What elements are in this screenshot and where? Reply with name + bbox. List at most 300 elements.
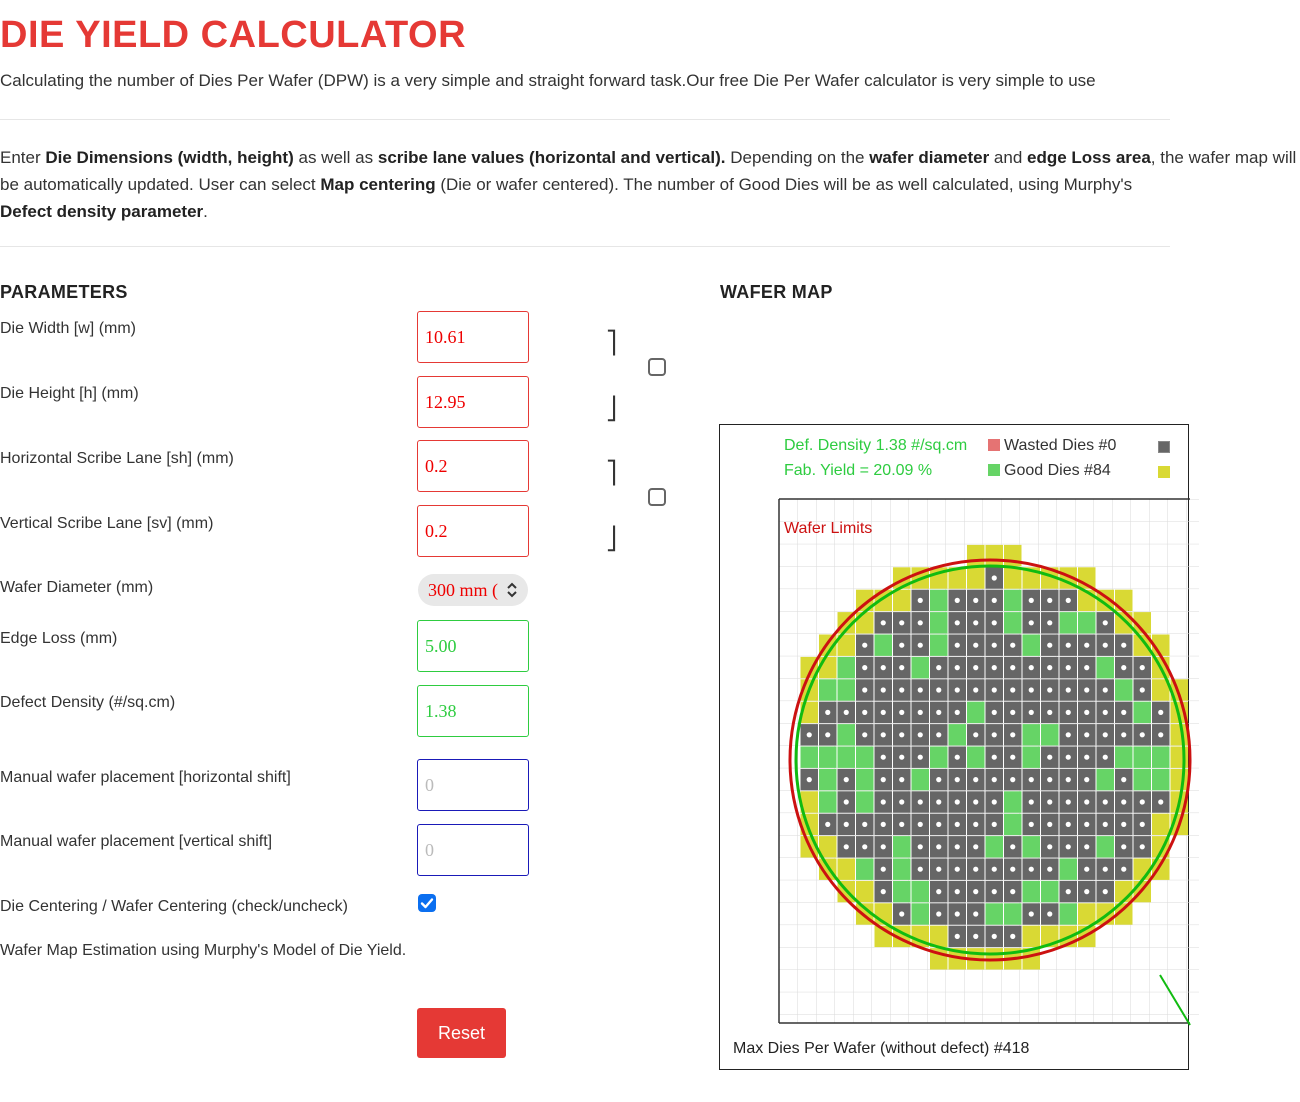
die-dot	[1047, 822, 1052, 827]
legend-wasted-label: Wasted Dies #0	[1004, 437, 1117, 454]
defect-density-label: Defect Density (#/sq.cm)	[0, 694, 176, 711]
die-width-input[interactable]: 10.61	[417, 311, 529, 363]
die-dot	[973, 777, 978, 782]
intro-paragraph	[0, 144, 1300, 225]
die-dot	[1066, 710, 1071, 715]
page-title: DIE YIELD CALCULATOR	[0, 14, 467, 56]
die-width-label: Die Width [w] (mm)	[0, 320, 136, 337]
die-dot	[1140, 665, 1145, 670]
wafer-diameter-value: 300 mm (	[428, 580, 498, 600]
wafer-diameter-label: Wafer Diameter (mm)	[0, 579, 154, 596]
die-dot	[1047, 687, 1052, 692]
die-dot	[1066, 844, 1071, 849]
die-dot	[973, 620, 978, 625]
die-dot	[936, 687, 941, 692]
good-die	[1004, 903, 1022, 924]
good-die	[1004, 814, 1022, 835]
edge-die	[1134, 859, 1152, 880]
die-dot	[899, 710, 904, 715]
die-dot	[992, 732, 997, 737]
die-dot	[1121, 777, 1126, 782]
die-dot	[1047, 665, 1052, 670]
die-dot	[1066, 643, 1071, 648]
good-die	[1134, 747, 1152, 768]
good-die	[930, 635, 948, 656]
die-dot	[1066, 598, 1071, 603]
good-die	[1023, 635, 1041, 656]
divider	[0, 119, 1170, 120]
die-dot	[936, 867, 941, 872]
die-dot	[881, 844, 886, 849]
die-dot	[973, 687, 978, 692]
good-die	[819, 791, 837, 812]
die-dot	[1066, 777, 1071, 782]
die-dot	[1010, 777, 1015, 782]
die-dot	[1047, 598, 1052, 603]
die-dot	[862, 822, 867, 827]
die-dot	[1084, 755, 1089, 760]
die-dot	[899, 911, 904, 916]
die-dot	[918, 755, 923, 760]
intro-text: .	[203, 202, 208, 221]
die-dot	[992, 777, 997, 782]
die-dot	[1084, 844, 1089, 849]
intro-bold: Defect density parameter	[0, 202, 204, 221]
good-die	[1097, 836, 1115, 857]
intro-text: , the wafer map will be automatically updated. User can select	[0, 148, 1297, 194]
die-dot	[1010, 755, 1015, 760]
die-dot	[955, 777, 960, 782]
die-dot	[936, 732, 941, 737]
wafer-diameter-select[interactable]	[418, 574, 528, 606]
die-dot	[1121, 867, 1126, 872]
die-dot	[1066, 732, 1071, 737]
die-dot	[1158, 732, 1163, 737]
die-dot	[881, 620, 886, 625]
good-die	[838, 724, 856, 745]
intro-text: as well as	[293, 148, 378, 167]
die-dot	[1047, 777, 1052, 782]
die-dot	[1047, 710, 1052, 715]
die-dot	[1029, 799, 1034, 804]
hscribe-input[interactable]: 0.2	[417, 440, 529, 492]
die-dot	[1084, 710, 1089, 715]
die-dot	[899, 777, 904, 782]
die-dot	[1121, 732, 1126, 737]
die-dot	[992, 710, 997, 715]
die-dot	[992, 620, 997, 625]
good-die	[1152, 769, 1170, 790]
die-dot	[973, 598, 978, 603]
intro-bold: edge Loss area	[1027, 148, 1151, 167]
link-bracket-bottom-icon: ⎦	[606, 396, 617, 421]
die-dot	[844, 799, 849, 804]
intro-bold: Map centering	[320, 175, 436, 194]
edge-die	[1171, 769, 1189, 790]
die-dot	[955, 643, 960, 648]
intro-text: Depending on the	[725, 148, 870, 167]
die-dot	[899, 755, 904, 760]
die-dot	[1047, 844, 1052, 849]
die-dot	[918, 687, 923, 692]
die-dot	[955, 665, 960, 670]
die-dot	[973, 911, 978, 916]
good-die	[1004, 612, 1022, 633]
die-dot	[918, 799, 923, 804]
die-dot	[992, 665, 997, 670]
die-dot	[881, 687, 886, 692]
die-dot	[881, 755, 886, 760]
good-die	[930, 590, 948, 611]
die-dot	[1029, 822, 1034, 827]
die-dot	[1121, 799, 1126, 804]
good-die	[1041, 724, 1059, 745]
die-dot	[992, 755, 997, 760]
die-dot	[936, 710, 941, 715]
die-dot	[1010, 665, 1015, 670]
good-die	[893, 836, 911, 857]
check-icon	[418, 894, 436, 912]
die-dot	[973, 889, 978, 894]
good-die	[1060, 903, 1078, 924]
good-die	[801, 747, 819, 768]
reset-button[interactable]: Reset	[417, 1008, 506, 1058]
good-die	[819, 679, 837, 700]
die-dot	[955, 755, 960, 760]
edge-loss-input[interactable]: 5.00	[417, 620, 529, 672]
die-dot	[992, 643, 997, 648]
die-dot	[973, 732, 978, 737]
die-dot	[1084, 799, 1089, 804]
die-dot	[1066, 822, 1071, 827]
edge-die	[986, 545, 1004, 566]
die-dot	[1010, 889, 1015, 894]
die-dot	[992, 799, 997, 804]
die-dot	[825, 822, 830, 827]
die-dot	[881, 867, 886, 872]
die-dot	[1029, 777, 1034, 782]
good-die	[930, 747, 948, 768]
hshift-input[interactable]: 0	[417, 759, 529, 811]
die-dot	[825, 710, 830, 715]
die-dot	[862, 732, 867, 737]
die-dot	[1121, 710, 1126, 715]
parameters-heading: PARAMETERS	[0, 282, 128, 302]
die-dot	[1084, 732, 1089, 737]
die-dot	[1103, 822, 1108, 827]
die-dot	[1047, 620, 1052, 625]
die-dot	[881, 822, 886, 827]
die-dot	[1103, 867, 1108, 872]
die-dot	[1103, 799, 1108, 804]
die-dot	[936, 844, 941, 849]
die-dot	[862, 710, 867, 715]
good-die	[1004, 791, 1022, 812]
die-dot	[881, 665, 886, 670]
good-die	[856, 791, 874, 812]
die-dot	[955, 620, 960, 625]
good-die	[1097, 657, 1115, 678]
die-dot	[1158, 799, 1163, 804]
wafer-map-heading: WAFER MAP	[720, 282, 833, 302]
die-dot	[1047, 755, 1052, 760]
wafer-limits-label: Wafer Limits	[784, 520, 873, 537]
die-dot	[844, 710, 849, 715]
vshift-label: Manual wafer placement [vertical shift]	[0, 833, 273, 850]
good-die	[986, 903, 1004, 924]
vscribe-label: Vertical Scribe Lane [sv] (mm)	[0, 515, 214, 532]
link-bracket-top-icon: ⎤	[606, 330, 617, 355]
good-die	[949, 724, 967, 745]
link-bracket-top-icon: ⎤	[606, 460, 617, 485]
die-dot	[1084, 643, 1089, 648]
die-height-label: Die Height [h] (mm)	[0, 385, 139, 402]
die-dot	[992, 934, 997, 939]
good-die	[893, 881, 911, 902]
die-dot	[844, 822, 849, 827]
die-dot	[936, 665, 941, 670]
good-die	[1134, 769, 1152, 790]
die-dot	[918, 710, 923, 715]
edge-die	[1078, 903, 1096, 924]
die-dot	[1084, 687, 1089, 692]
die-dot	[918, 822, 923, 827]
die-dot	[899, 822, 904, 827]
die-dot	[881, 799, 886, 804]
die-dot	[918, 598, 923, 603]
good-die	[875, 635, 893, 656]
die-dot	[955, 687, 960, 692]
edge-die	[1152, 814, 1170, 835]
good-die	[912, 657, 930, 678]
die-dot	[918, 867, 923, 872]
good-die	[1023, 747, 1041, 768]
die-dot	[862, 643, 867, 648]
good-die	[1041, 881, 1059, 902]
die-dot	[1029, 911, 1034, 916]
die-dot	[1047, 643, 1052, 648]
die-dot	[973, 643, 978, 648]
page-subtitle: Calculating the number of Dies Per Wafer (DPW) is a very simple and straight forward task.Our free Die Per Wafer calculator is very simple to use	[0, 71, 1096, 90]
intro-bold: scribe lane values (horizontal and vertical).	[377, 148, 726, 167]
die-dot	[899, 665, 904, 670]
edge-loss-label: Edge Loss (mm)	[0, 630, 118, 647]
die-dot	[1103, 755, 1108, 760]
die-dot	[1103, 889, 1108, 894]
die-dot	[1029, 710, 1034, 715]
good-die	[819, 769, 837, 790]
good-die	[1023, 836, 1041, 857]
intro-bold: wafer diameter	[869, 148, 990, 167]
die-dot	[899, 687, 904, 692]
good-die	[838, 657, 856, 678]
die-dot	[1084, 777, 1089, 782]
die-dot	[1121, 643, 1126, 648]
die-dot	[955, 710, 960, 715]
die-dot	[899, 732, 904, 737]
die-dot	[1103, 732, 1108, 737]
die-dot	[1103, 620, 1108, 625]
wafer-map-panel	[719, 424, 1189, 1070]
die-dot	[862, 844, 867, 849]
intro-text: and	[989, 148, 1028, 167]
die-dot	[936, 822, 941, 827]
die-dot	[1140, 687, 1145, 692]
good-die	[856, 859, 874, 880]
die-dot	[1103, 643, 1108, 648]
legend-good-label: Good Dies #84	[1004, 462, 1111, 479]
die-dot	[1010, 687, 1015, 692]
good-die	[856, 769, 874, 790]
good-die	[912, 881, 930, 902]
edge-die	[967, 545, 985, 566]
good-die	[912, 903, 930, 924]
good-die	[1004, 590, 1022, 611]
max-dies-text: Max Dies Per Wafer (without defect) #418	[733, 1040, 1030, 1057]
hshift-label: Manual wafer placement [horizontal shift]	[0, 769, 291, 786]
good-die	[838, 679, 856, 700]
die-dot	[973, 844, 978, 849]
die-dot	[1066, 889, 1071, 894]
die-dot	[881, 710, 886, 715]
die-dot	[1140, 822, 1145, 827]
link-bracket-bottom-icon: ⎦	[606, 526, 617, 551]
die-dot	[1029, 867, 1034, 872]
die-dot	[1084, 867, 1089, 872]
fab-yield-text: Fab. Yield = 20.09 %	[784, 462, 933, 479]
good-die	[986, 836, 1004, 857]
die-dot	[1029, 620, 1034, 625]
die-dot	[955, 889, 960, 894]
die-dot	[918, 620, 923, 625]
die-dot	[1158, 710, 1163, 715]
die-dot	[973, 665, 978, 670]
centering-label: Die Centering / Wafer Centering (check/uncheck)	[0, 898, 348, 915]
defect-density-input[interactable]: 1.38	[417, 685, 529, 737]
die-dot	[899, 620, 904, 625]
die-dot	[1010, 867, 1015, 872]
die-dot	[936, 911, 941, 916]
good-die	[1097, 769, 1115, 790]
good-die	[1115, 679, 1133, 700]
die-dot	[955, 799, 960, 804]
die-dot	[899, 799, 904, 804]
hscribe-label: Horizontal Scribe Lane [sh] (mm)	[0, 450, 234, 467]
die-dot	[955, 911, 960, 916]
die-height-input[interactable]: 12.95	[417, 376, 529, 428]
die-dot	[1066, 665, 1071, 670]
die-dot	[1029, 598, 1034, 603]
die-dot	[955, 867, 960, 872]
good-die	[1023, 724, 1041, 745]
die-dot	[973, 822, 978, 827]
die-dot	[992, 822, 997, 827]
die-dot	[1010, 934, 1015, 939]
die-dot	[1084, 665, 1089, 670]
die-dot	[1103, 687, 1108, 692]
die-dot	[1066, 687, 1071, 692]
centering-checkbox[interactable]	[418, 894, 436, 912]
die-dot	[1121, 844, 1126, 849]
die-dot	[936, 777, 941, 782]
die-dot	[807, 732, 812, 737]
good-die	[1115, 747, 1133, 768]
die-dot	[1121, 665, 1126, 670]
die-dot	[918, 732, 923, 737]
die-dot	[936, 799, 941, 804]
good-die	[967, 702, 985, 723]
good-die	[930, 612, 948, 633]
vshift-input[interactable]: 0	[417, 824, 529, 876]
edge-die	[967, 567, 985, 588]
die-dot	[973, 867, 978, 872]
good-die	[819, 747, 837, 768]
good-die	[1078, 612, 1096, 633]
die-dot	[973, 934, 978, 939]
die-dot	[881, 889, 886, 894]
def-density-text: Def. Density 1.38 #/sq.cm	[784, 437, 968, 454]
die-dot	[1140, 844, 1145, 849]
good-die	[893, 859, 911, 880]
die-dot	[1010, 844, 1015, 849]
edge-die	[819, 657, 837, 678]
die-dot	[1010, 710, 1015, 715]
link-scribe-checkbox[interactable]	[648, 488, 666, 506]
good-die	[1060, 612, 1078, 633]
select-arrows-icon	[505, 582, 519, 598]
intro-text: Enter	[0, 148, 46, 167]
die-dot	[1029, 665, 1034, 670]
die-dot	[862, 687, 867, 692]
die-dot	[844, 777, 849, 782]
die-dot	[955, 844, 960, 849]
die-dot	[992, 687, 997, 692]
die-dot	[936, 889, 941, 894]
die-dot	[899, 643, 904, 648]
good-die	[967, 747, 985, 768]
edge-die	[1023, 926, 1041, 947]
divider	[0, 246, 1170, 247]
die-dot	[1010, 643, 1015, 648]
edge-die	[856, 881, 874, 902]
link-dimensions-checkbox[interactable]	[648, 358, 666, 376]
die-dot	[1047, 867, 1052, 872]
die-dot	[992, 598, 997, 603]
intro-text: (Die or wafer centered). The number of Good Dies will be as well calculated, using Murphy's	[435, 175, 1133, 194]
die-dot	[1121, 822, 1126, 827]
die-dot	[1066, 799, 1071, 804]
die-dot	[1029, 687, 1034, 692]
die-dot	[1140, 799, 1145, 804]
die-dot	[955, 598, 960, 603]
die-dot	[881, 732, 886, 737]
good-die	[856, 747, 874, 768]
die-dot	[1047, 799, 1052, 804]
die-dot	[1066, 755, 1071, 760]
intro-bold: Die Dimensions (width, height)	[45, 148, 294, 167]
good-die	[1023, 881, 1041, 902]
edge-die	[1004, 567, 1022, 588]
vscribe-input[interactable]: 0.2	[417, 505, 529, 557]
good-die	[1152, 747, 1170, 768]
edge-die	[1171, 724, 1189, 745]
good-die	[912, 769, 930, 790]
die-dot	[955, 822, 960, 827]
die-dot	[918, 643, 923, 648]
die-dot	[992, 867, 997, 872]
die-dot	[1103, 710, 1108, 715]
die-dot	[1047, 911, 1052, 916]
